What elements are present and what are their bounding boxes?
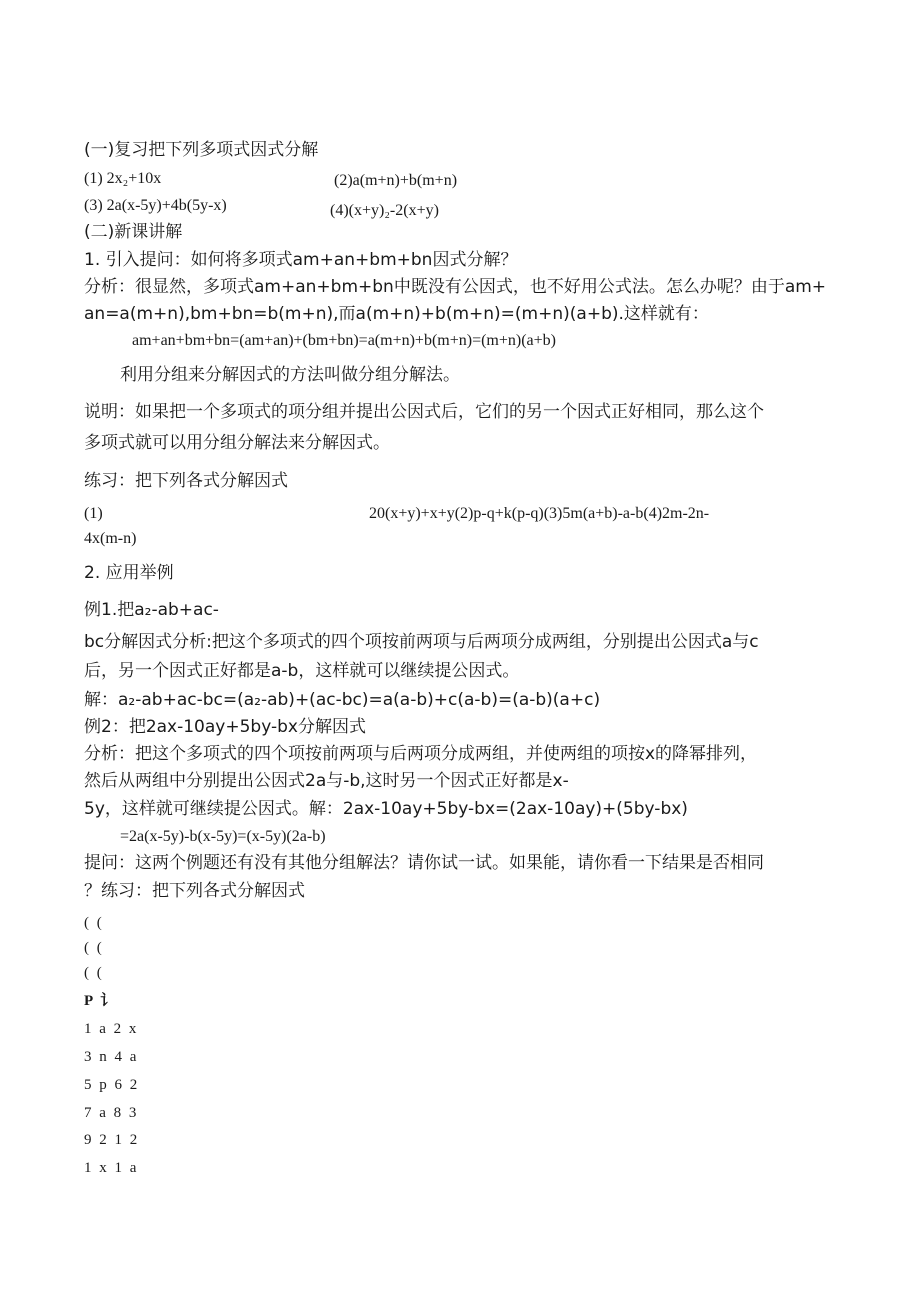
question-line-1: 提问：这两个例题还有没有其他分组解法？请你试一试。如果能，请你看一下结果是否相同 xyxy=(84,853,764,873)
residual-row: 5 p 6 2 xyxy=(84,1077,140,1093)
example1-solution: 解：a₂-ab+ac-bc=(a₂-ab)+(ac-bc)=a(a-b)+c(a-b)=(a-b)(a+c) xyxy=(84,690,601,710)
residual-row: 3 n 4 a xyxy=(84,1049,139,1065)
residual-row: 1 x 1 a xyxy=(84,1160,139,1176)
question-line-2: ？练习：把下列各式分解因式 xyxy=(84,881,305,901)
residual-row: ( ( xyxy=(84,940,104,956)
analysis-line-1: 分析：很显然，多项式am+an+bm+bn中既没有公因式，也不好用公式法。怎么办呢？由于am+ xyxy=(84,277,827,297)
practice-items-line-2: 4x(m-n) xyxy=(84,530,137,547)
review-item-4: (4)(x+y)₂-2(x+y) xyxy=(330,202,439,219)
residual-row: 9 2 1 2 xyxy=(84,1132,140,1148)
analysis-line-2: an=a(m+n),bm+bn=b(m+n),而a(m+n)+b(m+n)=(m+n)(a+b).这样就有： xyxy=(84,304,709,324)
example2-analysis-line-1: 分析：把这个多项式的四个项按前两项与后两项分成两组，并使两组的项按x的降幂排列， xyxy=(84,744,758,764)
review-item-2: (2)a(m+n)+b(m+n) xyxy=(334,172,458,189)
example2-title: 例2：把2ax-10ay+5by-bx分解因式 xyxy=(84,717,366,737)
review-item-1: (1) 2x₂+10x xyxy=(84,170,162,187)
examples-heading: 2. 应用举例 xyxy=(84,563,174,583)
example1-title: 例1.把a₂-ab+ac- xyxy=(84,600,219,620)
residual-row: 1 a 2 x xyxy=(84,1021,139,1037)
residual-row: P 讠 xyxy=(84,993,118,1009)
example2-analysis-line-2: 然后从两组中分别提出公因式2a与-b,这时另一个因式正好都是x- xyxy=(84,771,569,791)
intro-question: 1. 引入提问：如何将多项式am+an+bm+bn因式分解？ xyxy=(84,250,518,270)
practice-items-line-1: 20(x+y)+x+y(2)p-q+k(p-q)(3)5m(a+b)-a-b(4)2m-2n- xyxy=(369,505,710,522)
practice-label-1: (1) xyxy=(84,505,103,522)
residual-row: ( ( xyxy=(84,965,104,981)
explanation-line-1: 说明：如果把一个多项式的项分组并提出公因式后，它们的另一个因式正好相同，那么这个 xyxy=(84,402,764,422)
definition-line: 利用分组来分解因式的方法叫做分组分解法。 xyxy=(120,365,460,385)
section-new-lesson-heading: (二)新课讲解 xyxy=(84,222,183,242)
residual-row: 7 a 8 3 xyxy=(84,1105,139,1121)
section-review-heading: (一)复习把下列多项式因式分解 xyxy=(84,140,319,160)
review-item-3: (3) 2a(x-5y)+4b(5y-x) xyxy=(84,197,227,214)
formula-grouping: am+an+bm+bn=(am+an)+(bm+bn)=a(m+n)+b(m+n)=(m+n)(a+b) xyxy=(132,332,556,349)
practice-heading-1: 练习：把下列各式分解因式 xyxy=(84,471,288,491)
example1-analysis-line-2: 后，另一个因式正好都是a-b，这样就可以继续提公因式。 xyxy=(84,661,520,681)
example2-analysis-line-3: 5y，这样就可继续提公因式。解：2ax-10ay+5by-bx=(2ax-10ay)+(5by-bx) xyxy=(84,799,688,819)
explanation-line-2: 多项式就可以用分组分解法来分解因式。 xyxy=(84,433,390,453)
example1-analysis-line-1: bc分解因式分析:把这个多项式的四个项按前两项与后两项分成两组，分别提出公因式a与c xyxy=(84,632,759,652)
residual-row: ( ( xyxy=(84,915,104,931)
example2-solution: =2a(x-5y)-b(x-5y)=(x-5y)(2a-b) xyxy=(120,828,326,845)
